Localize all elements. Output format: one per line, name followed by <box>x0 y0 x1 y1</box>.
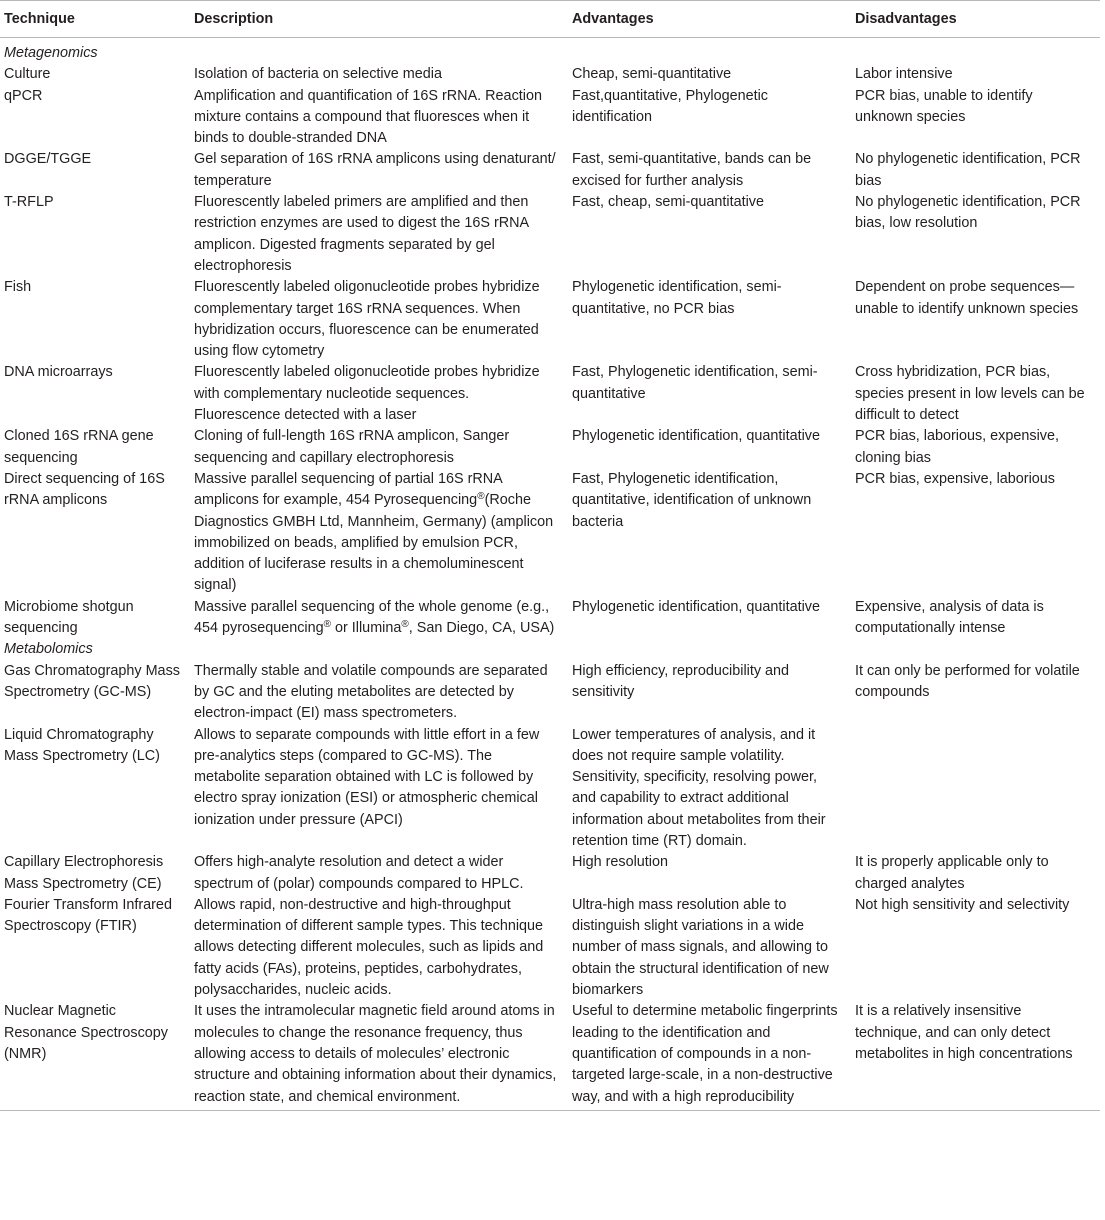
description-cell: Allows to separate compounds with little effort in a few pre-analytics steps (compared to GC-MS). The metabolite separation obtained with LC is followed by electro spray ionization (ESI) or atmospheric chemical ionization under pressure (APCI) <box>194 726 540 828</box>
advantages-cell: Phylogenetic identification, quantitative <box>572 598 820 615</box>
header-disadvantages: Disadvantages <box>851 1 1100 38</box>
technique-cell: Culture <box>4 66 51 83</box>
advantages-cell: Lower temperatures of analysis, and it does not require sample volatility. Sensitivity, specificity, resolving power, and capability to extract additional information about metabolites from their retention time (RT) domain. <box>572 726 826 849</box>
description-cell <box>190 597 568 640</box>
registered-mark: ® <box>323 619 331 631</box>
disadvantages-cell <box>851 725 1100 853</box>
advantages-cell: Fast,quantitative, Phylogenetic identification <box>572 87 768 125</box>
disadvantages-cell: No phylogenetic identification, PCR bias, low resolution <box>855 194 1081 232</box>
table-row <box>0 852 1100 895</box>
technique-cell: Capillary Electrophoresis Mass Spectrometry (CE) <box>4 854 164 892</box>
description-text: (Roche Diagnostics GMBH Ltd, Mannheim, Germany) (amplicon immobilized on beads, amplified by emulsion PCR, addition of luciferase results in a chemoluminescent signal) <box>194 492 554 594</box>
description-text: or Illumina <box>331 620 402 637</box>
description-cell: Cloning of full-length 16S rRNA amplicon, Sanger sequencing and capillary electrophoresis <box>194 428 510 466</box>
technique-cell: Microbiome shotgun sequencing <box>4 598 134 637</box>
section-title: Metagenomics <box>4 45 98 61</box>
technique-cell: T-RFLP <box>4 194 54 211</box>
disadvantages-cell: Labor intensive <box>855 66 953 83</box>
table-row <box>0 64 1100 85</box>
table-row <box>0 277 1100 362</box>
table-row <box>0 149 1100 192</box>
disadvantages-cell: PCR bias, laborious, expensive, cloning bias <box>855 428 1059 466</box>
description-text: Massive parallel sequencing of partial 16S rRNA amplicons for example, 454 Pyrosequencing <box>194 470 502 509</box>
header-description: Description <box>190 1 568 38</box>
advantages-cell: Fast, Phylogenetic identification, quantitative, identification of unknown bacteria <box>572 470 812 530</box>
table-header <box>0 1 1100 38</box>
registered-mark: ® <box>477 491 485 503</box>
advantages-cell: Fast, semi-quantitative, bands can be excised for further analysis <box>572 151 812 189</box>
description-text: , San Diego, CA, USA) <box>408 620 555 637</box>
description-cell: Fluorescently labeled oligonucleotide probes hybridize with complementary nucleotide sequences. Fluorescence detected with a laser <box>194 364 540 424</box>
technique-cell: DNA microarrays <box>4 364 113 381</box>
technique-cell: Liquid Chromatography Mass Spectrometry (LC) <box>4 726 160 764</box>
advantages-cell: High efficiency, reproducibility and sensitivity <box>572 662 790 700</box>
advantages-cell: Phylogenetic identification, semi-quantitative, no PCR bias <box>572 279 782 317</box>
disadvantages-cell: Dependent on probe sequences—unable to identify unknown species <box>855 279 1079 317</box>
table-row <box>0 725 1100 853</box>
disadvantages-cell: It is properly applicable only to charged analytes <box>855 854 1049 892</box>
disadvantages-cell: Not high sensitivity and selectivity <box>855 896 1070 913</box>
table-row <box>0 597 1100 640</box>
header-row <box>0 1 1100 38</box>
disadvantages-cell: It is a relatively insensitive technique, and can only detect metabolites in high concentrations <box>851 1001 1100 1110</box>
description-cell: Fluorescently labeled primers are amplified and then restriction enzymes are used to digest the 16S rRNA amplicon. Digested fragments separated by gel electrophoresis <box>194 194 529 274</box>
advantages-cell: Fast, cheap, semi-quantitative <box>572 194 764 211</box>
advantages-cell: Cheap, semi-quantitative <box>572 66 732 83</box>
header-technique: Technique <box>0 1 190 38</box>
section-title: Metabolomics <box>4 641 93 658</box>
table-row <box>0 661 1100 725</box>
technique-cell: Fourier Transform Infrared Spectroscopy (FTIR) <box>4 896 172 935</box>
disadvantages-cell: It can only be performed for volatile compounds <box>855 662 1080 700</box>
description-cell: Thermally stable and volatile compounds are separated by GC and the eluting metabolites are detected by electron-impact (EI) mass spectrometers. <box>194 662 548 722</box>
description-cell: It uses the intramolecular magnetic field around atoms in molecules to change the resonance frequency, thus allowing access to details of molecules’ electronic structure and obtaining information about their dynamics, reaction state, and chemical environment. <box>190 1001 568 1110</box>
advantages-cell: High resolution <box>572 854 668 871</box>
technique-cell: Direct sequencing of 16S rRNA amplicons <box>4 470 165 509</box>
technique-cell: qPCR <box>4 87 43 104</box>
table-row <box>0 362 1100 426</box>
description-cell: Fluorescently labeled oligonucleotide probes hybridize complementary target 16S rRNA sequences. When hybridization occurs, fluorescence can be enumerated using flow cytometry <box>194 279 540 360</box>
technique-cell: Gas Chromatography Mass Spectrometry (GC-MS) <box>4 662 180 700</box>
description-cell <box>190 469 568 597</box>
table-row <box>0 469 1100 597</box>
registered-mark: ® <box>401 619 409 631</box>
table-row <box>0 86 1100 150</box>
description-cell: Allows rapid, non-destructive and high-throughput determination of different sample types. This technique allows detecting different molecules, such as lipids and fatty acids (FAs), proteins, peptides, carbohydrates, polysaccharides, nucleic acids. <box>194 896 544 999</box>
disadvantages-cell: Expensive, analysis of data is computationally intense <box>855 598 1044 637</box>
description-cell: Amplification and quantification of 16S rRNA. Reaction mixture contains a compound that fluoresces when it binds to double-stranded DNA <box>194 87 542 147</box>
advantages-cell: Fast, Phylogenetic identification, semi-quantitative <box>572 364 818 402</box>
disadvantages-cell: No phylogenetic identification, PCR bias <box>855 151 1081 189</box>
description-cell: Isolation of bacteria on selective media <box>194 66 442 83</box>
description-cell: Offers high-analyte resolution and detect a wider spectrum of (polar) compounds compared to HPLC. <box>194 854 524 892</box>
advantages-cell: Ultra-high mass resolution able to distinguish slight variations in a wide number of mass signals, and allowing to obtain the structural identification of new biomarkers <box>572 896 829 999</box>
technique-cell: Nuclear Magnetic Resonance Spectroscopy (NMR) <box>0 1001 190 1110</box>
technique-cell: Fish <box>4 279 32 296</box>
description-text: Massive parallel sequencing of the whole genome (e.g., 454 pyrosequencing <box>194 598 550 637</box>
description-cell: Gel separation of 16S rRNA amplicons using denaturant/ temperature <box>194 151 556 189</box>
header-advantages: Advantages <box>568 1 851 38</box>
section-row <box>0 38 1100 65</box>
table-row <box>0 426 1100 469</box>
table-row <box>0 895 1100 1001</box>
disadvantages-cell: Cross hybridization, PCR bias, species present in low levels can be difficult to detect <box>855 364 1085 424</box>
advantages-cell: Phylogenetic identification, quantitative <box>572 428 820 445</box>
disadvantages-cell: PCR bias, unable to identify unknown species <box>855 87 1033 125</box>
technique-cell: DGGE/TGGE <box>4 151 92 168</box>
disadvantages-cell: PCR bias, expensive, laborious <box>855 470 1055 487</box>
technique-cell: Cloned 16S rRNA gene sequencing <box>4 428 154 466</box>
table-row <box>0 192 1100 277</box>
section-row <box>0 639 1100 660</box>
advantages-cell: Useful to determine metabolic fingerprints leading to the identification and quantification of compounds in a non-targeted large-scale, in a non-destructive way, and with a high reproducibility <box>568 1001 851 1110</box>
table-row <box>0 1001 1100 1110</box>
table-body <box>0 38 1100 1111</box>
